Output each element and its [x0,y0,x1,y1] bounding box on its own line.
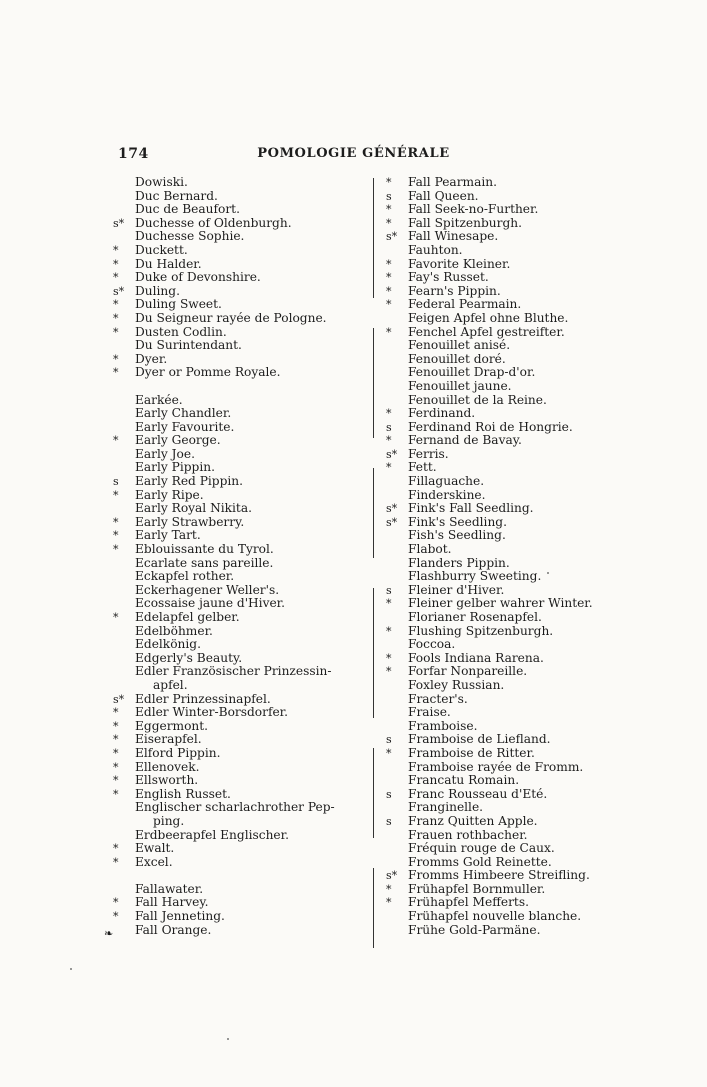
entry-name: Framboise de Ritter. [408,745,535,760]
entry-marker: s [386,814,392,828]
index-entry [386,434,626,448]
index-entry [386,693,626,707]
entry-name: Edelböhmer. [135,623,213,638]
entry-name: Francatu Romain. [408,773,520,788]
index-entry [113,856,359,870]
entry-name: Edgerly's Beauty. [135,650,243,665]
entry-name: Fromms Himbeere Streifling. [408,868,590,883]
index-entry [386,815,626,829]
entry-name: Erdbeerapfel Englischer. [135,827,289,842]
entry-name: Framboise rayée de Fromm. [408,759,584,774]
entry-marker: * [113,719,119,733]
entry-name: Fall Queen. [408,188,479,203]
entry-name: apfel. [153,677,188,692]
index-entry [386,271,626,285]
index-entry [386,407,626,421]
entry-name: Flashburry Sweeting. [408,569,542,584]
right-column [386,176,626,937]
entry-name: Fish's Seedling. [408,528,506,543]
index-entry [386,529,626,543]
index-entry [386,285,626,299]
index-entry [113,339,359,353]
index-entry [386,448,626,462]
entry-name: Fenchel Apfel gestreifter. [408,324,565,339]
index-entry [386,366,626,380]
entry-name: Duchesse Sophie. [135,229,245,244]
entry-marker: * [113,733,119,747]
entry-name: Fernand de Bavay. [408,433,522,448]
entry-marker: s [386,420,392,434]
entry-name: Excel. [135,854,173,869]
entry-name: Eckapfel rother. [135,569,235,584]
left-column [113,176,359,937]
ink-speck [70,968,72,970]
entry-name: Ferdinand Roi de Hongrie. [408,419,573,434]
entry-marker: s* [113,692,125,706]
entry-name: Early Ripe. [135,487,204,502]
entry-name: Florianer Rosenapfel. [408,610,542,624]
column-divider [373,178,374,948]
index-entry [113,801,359,815]
running-title: POMOLOGIE GÉNÉRALE [257,146,450,161]
index-entry [386,896,626,910]
entry-name: Fréquin rouge de Caux. [408,841,555,856]
entry-name: Favorite Kleiner. [408,256,511,271]
entry-marker: s* [386,447,398,461]
index-entry [386,788,626,802]
entry-name: Franz Quitten Apple. [408,813,538,828]
index-entry [113,570,359,584]
entry-name: Dowiski. [135,175,188,189]
entry-marker: * [386,271,392,285]
index-entry [386,217,626,231]
entry-name: Fall Jenneting. [135,909,225,924]
entry-marker: * [113,366,119,380]
index-entry [386,244,626,258]
entry-name: Elford Pippin. [135,745,221,760]
entry-marker: * [113,611,119,624]
entry-name: Feigen Apfel ohne Bluthe. [408,310,569,325]
entry-name: Edler Winter-Borsdorfer. [135,705,289,720]
entry-name: Fleiner d'Hiver. [408,582,505,597]
entry-name: Fall Seek-no-Further. [408,202,539,217]
entry-name: Fall Spitzenburgh. [408,215,522,230]
entry-marker: * [113,311,119,325]
entry-name: Fall Harvey. [135,895,209,910]
index-entry [113,543,359,557]
entry-marker: * [113,760,119,774]
entry-name: Fillaguache. [408,474,485,489]
index-entry [113,434,359,448]
entry-name: Eggermont. [135,718,209,733]
entry-name: Eblouissante du Tyrol. [135,542,274,557]
entry-marker: * [386,896,392,910]
entry-name: Flanders Pippin. [408,555,510,570]
entry-name: English Russet. [135,786,231,801]
index-entry [113,190,359,204]
index-entry [113,217,359,231]
index-entry [113,597,359,611]
index-entry [386,312,626,326]
index-entry [386,298,626,312]
entry-name: Fay's Russet. [408,270,489,285]
index-entry [386,489,626,503]
index-entry [386,665,626,679]
entry-name: Fink's Fall Seedling. [408,501,534,516]
index-entry [113,353,359,367]
entry-marker: * [386,597,392,611]
entry-name: Eckerhagener Weller's. [135,582,280,597]
entry-marker: * [386,298,392,312]
index-entry [113,829,359,843]
index-entry [113,489,359,503]
index-entry [386,190,626,204]
entry-marker: * [386,257,392,271]
index-entry [113,679,359,693]
entry-marker: * [113,271,119,285]
index-entry [386,856,626,870]
entry-marker: * [113,434,119,448]
entry-name: Framboise. [408,718,478,733]
entry-name: Foccoa. [408,637,456,652]
index-entry [113,815,359,829]
index-entry [113,461,359,475]
entry-name: Fearn's Pippin. [408,283,501,298]
entry-name: Dyer or Pomme Royale. [135,365,281,380]
index-entry [386,394,626,408]
entry-name: Ellenovek. [135,759,200,774]
entry-marker: * [386,176,392,189]
index-entry [386,203,626,217]
entry-name: Frühapfel Bornmuller. [408,881,546,896]
entry-marker: s* [386,230,398,244]
index-entry [113,394,359,408]
index-entry [113,747,359,761]
entry-marker: * [386,651,392,665]
index-entry [113,584,359,598]
index-entry [113,298,359,312]
index-entry [386,842,626,856]
entry-name: Edelapfel gelber. [135,610,240,624]
entry-marker: s [386,733,392,747]
entry-marker: * [113,896,119,910]
entry-name: Du Halder. [135,256,202,271]
ink-speck [227,1038,229,1040]
entry-marker: * [386,665,392,679]
entry-marker: * [386,203,392,217]
index-entry [386,326,626,340]
entry-name: Fenouillet de la Reine. [408,392,547,407]
entry-name: Duckett. [135,242,188,257]
entry-name: Duchesse of Oldenburgh. [135,215,292,230]
entry-name: Fenouillet jaune. [408,378,512,393]
index-entry [113,312,359,326]
index-entry [386,570,626,584]
entry-name: ping. [153,813,185,828]
entry-name: Early Favourite. [135,419,235,434]
entry-marker: * [113,774,119,788]
entry-name: Fall Orange. [135,922,212,937]
index-entry [113,230,359,244]
entry-marker: * [113,842,119,856]
index-entry [386,652,626,666]
index-entry [113,502,359,516]
ink-speck [547,572,549,574]
entry-marker: * [386,216,392,230]
index-entry [113,665,359,679]
entry-name: Franc Rousseau d'Eté. [408,786,548,801]
entry-marker: * [113,543,119,557]
entry-name: Fracter's. [408,691,468,706]
entry-name: Early Chandler. [135,406,232,421]
index-entry [386,761,626,775]
index-entry [113,652,359,666]
entry-marker: s [113,475,119,489]
entry-name: Duc Bernard. [135,188,218,203]
entry-name: Fenouillet Drap-d'or. [408,365,536,380]
entry-name: Duke of Devonshire. [135,270,261,285]
margin-mark: ❧ [104,927,114,940]
entry-name: Framboise de Liefland. [408,732,551,747]
entry-marker: * [386,434,392,448]
entry-name: Dusten Codlin. [135,324,227,339]
entry-marker: * [386,325,392,339]
index-entry [386,869,626,883]
entry-marker: s* [113,216,125,230]
entry-marker: s* [386,502,398,516]
entry-marker: * [386,624,392,638]
index-entry [113,869,359,883]
index-entry [113,910,359,924]
entry-name: Edler Prinzessinapfel. [135,691,271,706]
index-entry [386,380,626,394]
entry-name: Franginelle. [408,800,484,815]
index-entry [386,176,626,190]
entry-name: Fromms Gold Reinette. [408,854,552,869]
index-entry [113,407,359,421]
index-entry [386,461,626,475]
entry-name: Dyer. [135,351,168,366]
index-entry [113,625,359,639]
entry-name: Frauen rothbacher. [408,827,528,842]
entry-name: Fall Pearmain. [408,175,497,189]
entry-marker: s [386,787,392,801]
entry-name: Ferdinand. [408,406,476,421]
index-entry [386,829,626,843]
entry-name: Early George. [135,433,221,448]
index-entry [386,924,626,938]
index-entry [386,543,626,557]
entry-marker: * [113,706,119,720]
entry-name: Fenouillet anisé. [408,338,511,353]
entry-name: Frühe Gold-Parmäne. [408,922,541,937]
index-entry [386,584,626,598]
entry-marker: s* [113,284,125,298]
entry-name: Eiserapfel. [135,732,202,747]
entry-marker: * [113,243,119,257]
index-entry [386,625,626,639]
entry-name: Flabot. [408,542,452,557]
entry-name: Early Pippin. [135,460,215,475]
index-entry [113,842,359,856]
entry-name: Fallawater. [135,881,204,896]
entry-name: Federal Pearmain. [408,297,522,312]
entry-marker: * [113,910,119,924]
entry-marker: * [113,855,119,869]
index-entry [113,366,359,380]
index-entry [386,557,626,571]
index-entry [386,679,626,693]
entry-marker: * [113,529,119,543]
index-entry [113,448,359,462]
index-entry [386,258,626,272]
index-entry [113,638,359,652]
index-entry [113,475,359,489]
index-entry [113,203,359,217]
index-entry [386,733,626,747]
index-entry [386,421,626,435]
entry-name: Fink's Seedling. [408,514,507,529]
index-entry [386,638,626,652]
entry-marker: * [386,284,392,298]
entry-name: Duling Sweet. [135,297,222,312]
index-entry [386,883,626,897]
entry-name: Ewalt. [135,841,175,856]
entry-marker: s [386,583,392,597]
entry-name: Early Strawberry. [135,514,245,529]
index-entry [113,693,359,707]
index-entry [113,896,359,910]
index-entry [113,516,359,530]
entry-name: Englischer scharlachrother Pep- [135,800,335,815]
entry-marker: s* [386,515,398,529]
page-header [0,146,707,164]
index-entry [386,611,626,625]
index-entry [113,380,359,394]
entry-name: Fett. [408,460,437,475]
index-entry [113,258,359,272]
entry-name: Early Red Pippin. [135,474,244,489]
entry-marker: s* [386,869,398,883]
entry-name: Early Royal Nikita. [135,501,252,516]
entry-name: Finderskine. [408,487,486,502]
index-entry [113,421,359,435]
index-entry [386,801,626,815]
index-entry [386,230,626,244]
entry-name: Foxley Russian. [408,677,505,692]
page-number: 174 [118,146,149,162]
index-entry [113,924,359,938]
entry-name: Early Joe. [135,446,195,461]
index-entry [386,774,626,788]
entry-name: Fraise. [408,705,451,720]
index-entry [113,883,359,897]
index-entry [113,271,359,285]
index-entry [113,733,359,747]
entry-name: Ellsworth. [135,773,199,788]
index-entry [113,611,359,625]
index-entry [113,788,359,802]
index-entry [386,597,626,611]
entry-name: Frühapfel Mefferts. [408,895,529,910]
entry-name: Edler Französischer Prinzessin- [135,664,332,679]
index-entry [113,706,359,720]
index-entry [113,244,359,258]
entry-marker: * [113,298,119,312]
entry-name: Fenouillet doré. [408,351,506,366]
entry-marker: * [113,257,119,271]
entry-marker: * [113,746,119,760]
entry-name: Fauhton. [408,242,463,257]
entry-name: Fleiner gelber wahrer Winter. [408,596,593,611]
entry-name: Frühapfel nouvelle blanche. [408,909,582,924]
entry-name: Duling. [135,283,180,298]
index-entry [113,774,359,788]
entry-name: Du Surintendant. [135,338,242,353]
entry-marker: * [113,352,119,366]
entry-marker: * [386,746,392,760]
index-entry [386,747,626,761]
entry-name: Flushing Spitzenburgh. [408,623,554,638]
entry-marker: * [386,407,392,421]
index-entry [386,502,626,516]
entry-name: Ecarlate sans pareille. [135,555,274,570]
index-entry [113,761,359,775]
index-entry [113,557,359,571]
index-entry [113,176,359,190]
entry-name: Du Seigneur rayée de Pologne. [135,310,327,325]
entry-name: Edelkönig. [135,637,201,652]
entry-marker: * [386,882,392,896]
entry-name: Duc de Beaufort. [135,202,240,217]
entry-name: Ferris. [408,446,449,461]
index-entry [386,475,626,489]
index-entry [386,353,626,367]
entry-name: Ecossaise jaune d'Hiver. [135,596,286,611]
index-entry [113,720,359,734]
index-entry [386,339,626,353]
entry-marker: s [386,189,392,203]
entry-marker: * [113,515,119,529]
entry-name: Fall Winesape. [408,229,499,244]
index-entry [386,516,626,530]
entry-name: Earkée. [135,392,183,407]
index-entry [386,720,626,734]
entry-marker: * [113,787,119,801]
entry-name: Early Tart. [135,528,201,543]
entry-name: Fools Indiana Rarena. [408,650,544,665]
entry-marker: * [113,325,119,339]
index-entry [113,326,359,340]
index-entry [113,529,359,543]
index-entry [113,285,359,299]
entry-name: Forfar Nonpareille. [408,664,528,679]
entry-marker: * [113,488,119,502]
entry-marker: * [386,461,392,475]
index-entry [386,706,626,720]
index-entry [386,910,626,924]
